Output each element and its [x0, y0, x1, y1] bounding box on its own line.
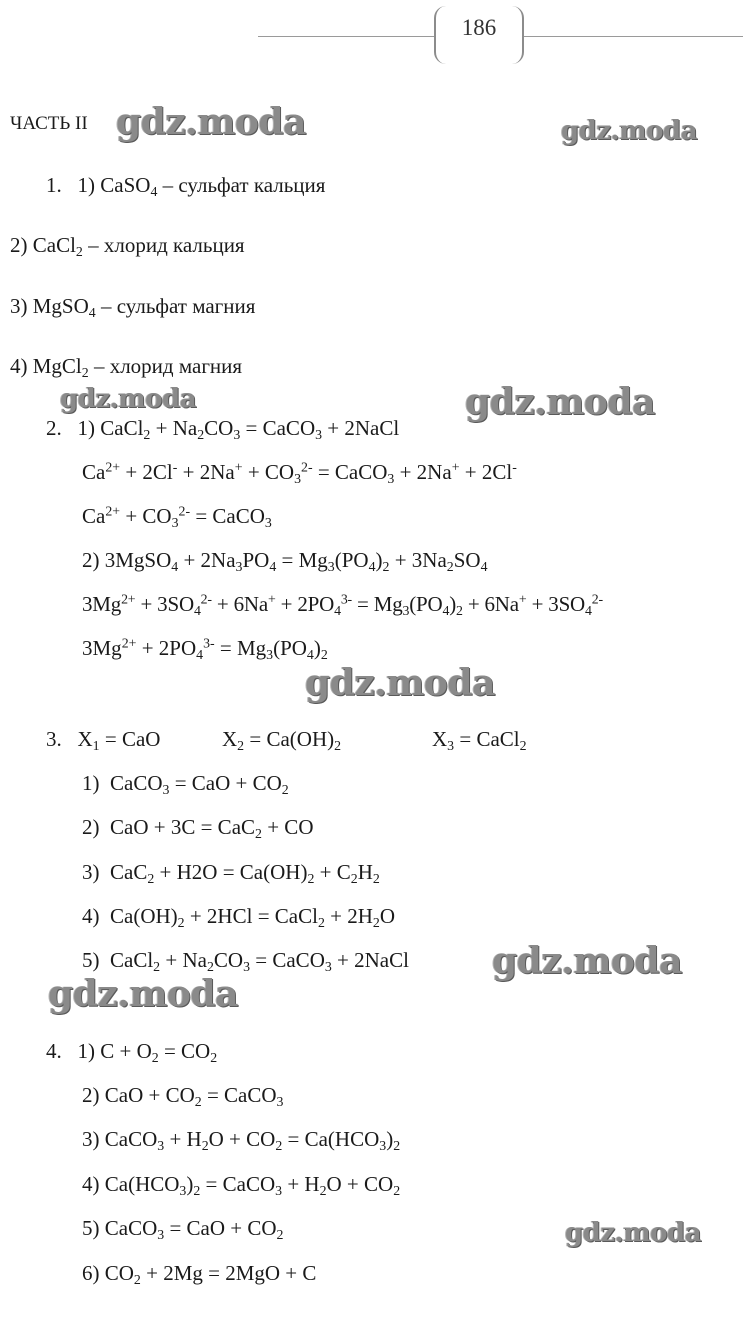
- task4-line1: 4. 1) $C + O_2 = CO_2$: [46, 1039, 218, 1065]
- task4-line6: 6) $CO_2 + 2Mg = 2MgO + C$: [82, 1261, 317, 1287]
- task3-item4: 4) $Ca(OH)_2 + 2HCl$ = CaCl$_2$ + $2H_2O$: [82, 904, 396, 930]
- task2-line2: $Ca^{2+} + 2Cl^- + 2Na^+ + CO_3^{2-}$ = CaCO$_3$ + 2Na+ + 2Cl-: [82, 459, 517, 486]
- watermark: gdz.moda: [492, 940, 682, 982]
- task3-item3: 3) $CaC_2 + H2O = Ca(OH)_2 + C_2H_2$: [82, 860, 380, 886]
- task3-item2: 2) CaO + 3C = CaC$_2$ + CO: [82, 815, 314, 841]
- watermark: gdz.moda: [465, 381, 655, 423]
- page-number: 186: [434, 6, 524, 64]
- task3-x3: $X_3$ = CaCl$_2$: [432, 727, 527, 753]
- header-rule-right: [522, 36, 743, 37]
- watermark: gdz.moda: [561, 116, 698, 146]
- task3-item1: 1) CaCO$_3$ = CaO + $CO_2$: [82, 771, 289, 797]
- task4-line5: 5) CaCO$_3$ = CaO + $CO_2$: [82, 1216, 284, 1242]
- task2-line6: $3Mg^{2+} + 2PO_4^{3-} = Mg_3(PO_4)_2$: [82, 635, 328, 662]
- task3-x2: $X_2 = Ca(OH)_2$: [222, 727, 342, 753]
- salt-name: – хлорид магния: [93, 354, 243, 378]
- task2-line5: $3Mg^{2+} + 3SO_4^{2-} + 6Na^+ + 2PO_4^{3-} = Mg_3(PO_4)_2 + 6Na^+ + 3SO_4^{2-}$: [82, 591, 603, 618]
- task1-item-number: 4): [10, 354, 28, 378]
- task1-item-number: 3): [10, 294, 28, 318]
- header-rule-left: [258, 36, 434, 37]
- task1-item-number: 2): [10, 233, 28, 257]
- task3-item5: 5) CaCl$_2$ + $Na_2CO_3$ = CaCO$_3$ + 2NaCl: [82, 948, 409, 974]
- task1-item4: 4) MgCl$_2$ – хлорид магния: [10, 354, 243, 380]
- task4-line4: 4) $Ca(HCO_3)_2$ = CaCO$_3$ + $H_2O + CO_2$: [82, 1172, 401, 1198]
- task1-item3: 3) MgSO$_4$ – сульфат магния: [10, 294, 256, 320]
- task4-line2: 2) CaO + $CO_2$ = CaCO$_3$: [82, 1083, 284, 1109]
- salt-name: – сульфат кальция: [162, 173, 326, 197]
- salt-name: – сульфат магния: [100, 294, 256, 318]
- task1-item-number: 1): [77, 173, 95, 197]
- task2-line1: 2. 1) CaCl$_2$ + $Na_2CO_3$ = CaCO$_3$ + 2NaCl: [46, 416, 400, 442]
- task3-number: 3.: [46, 727, 62, 751]
- task1-item2: 2) CaCl$_2$ – хлорид кальция: [10, 233, 245, 259]
- task3-header: 3. $X_1$ = CaO: [46, 727, 161, 753]
- task2-number: 2.: [46, 416, 62, 440]
- salt-name: – хлорид кальция: [88, 233, 245, 257]
- watermark: gdz.moda: [60, 384, 197, 414]
- watermark: gdz.moda: [565, 1218, 702, 1248]
- task4-line3: 3) CaCO$_3$ + $H_2O + CO_2 = Ca(HCO_3)_2$: [82, 1127, 401, 1153]
- task1-number: 1.: [46, 173, 62, 197]
- watermark: gdz.moda: [305, 662, 495, 704]
- task2-line4: 2) 3MgSO$_4$ + $2Na_3PO_4 = Mg_3(PO_4)_2 + 3Na_2SO_4$: [82, 548, 488, 574]
- task2-line3: $Ca^{2+} + CO_3^{2-}$ = CaCO$_3$: [82, 503, 272, 530]
- task4-number: 4.: [46, 1039, 62, 1063]
- section-title: ЧАСТЬ II: [10, 113, 88, 134]
- watermark: gdz.moda: [116, 101, 306, 143]
- task1-item1: 1. 1) CaSO$_4$ – сульфат кальция: [46, 173, 326, 199]
- watermark: gdz.moda: [48, 973, 238, 1015]
